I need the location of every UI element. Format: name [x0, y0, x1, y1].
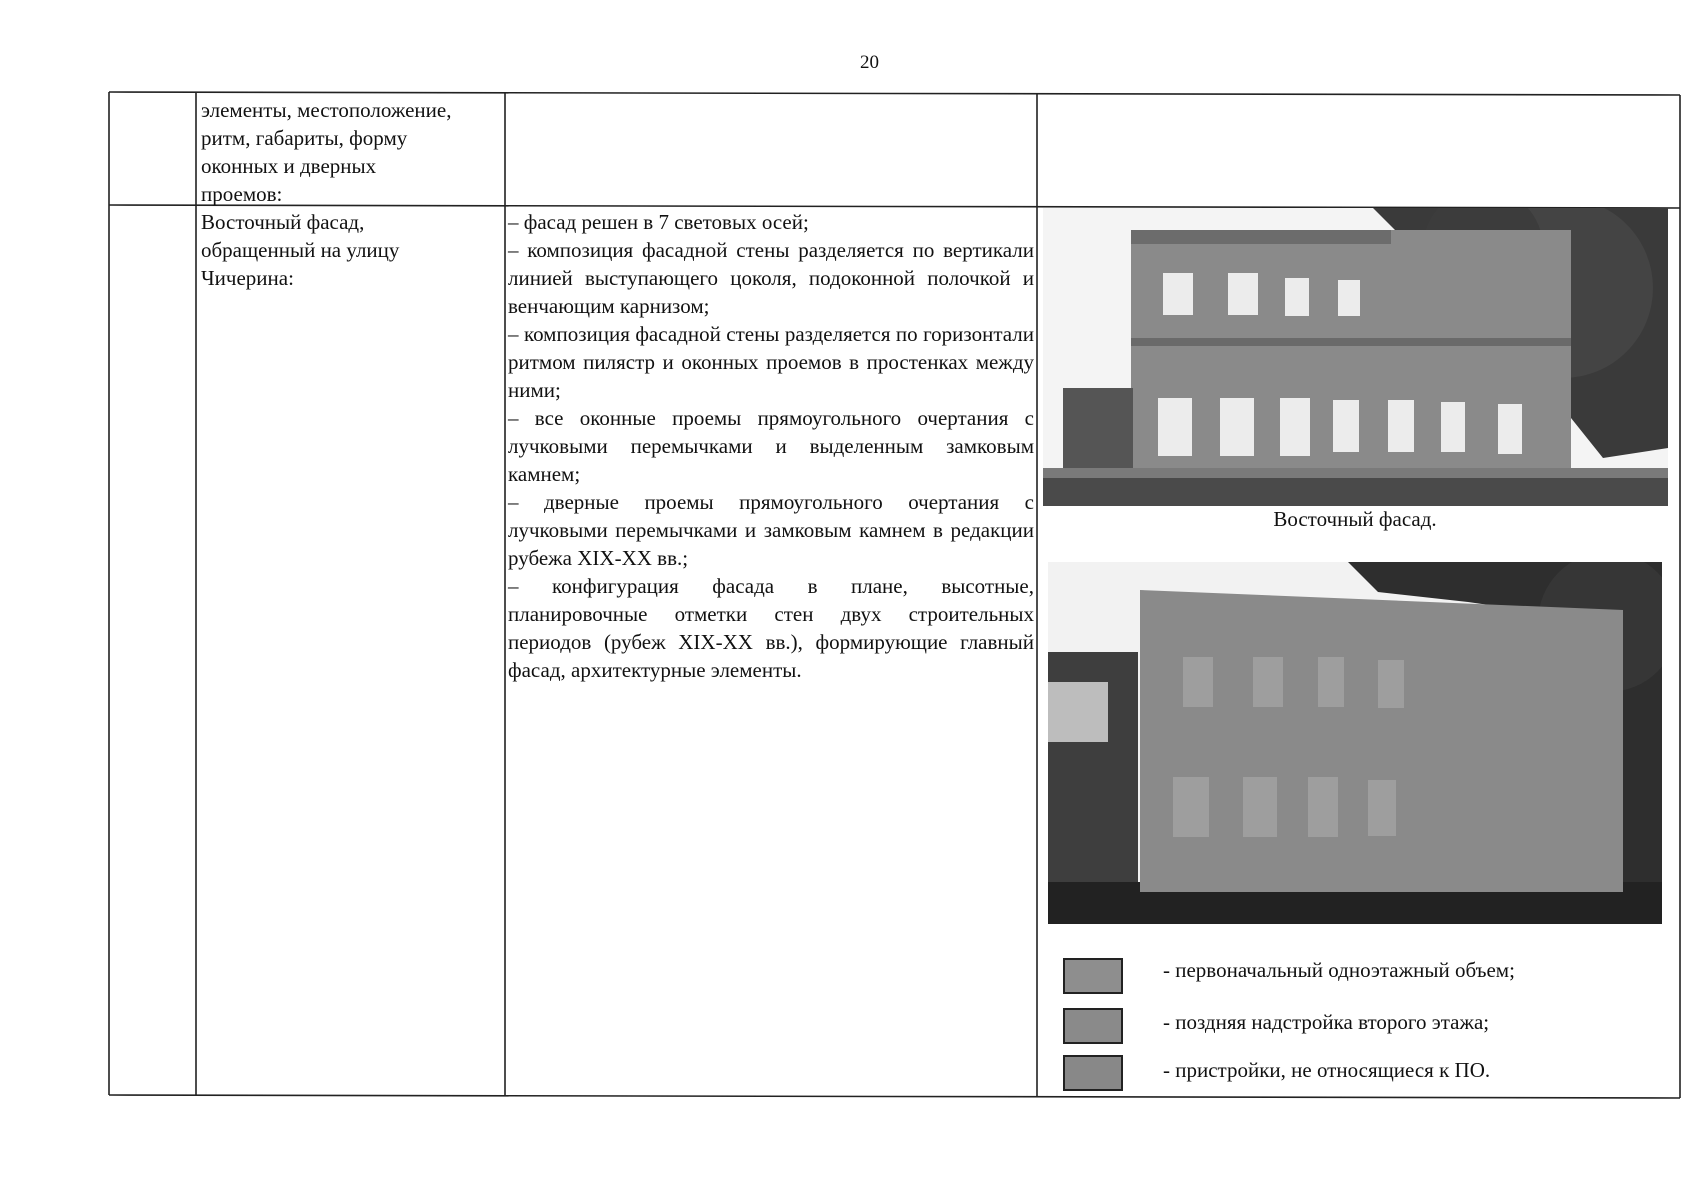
description-item: – композиция фасадной стены разделяется по вертикали линией выступающего цоколя, подоконной полочкой и венчающим карнизом;: [508, 238, 1034, 318]
description-item: – фасад решен в 7 световых осей;: [508, 210, 809, 234]
row2-col2-text: [201, 208, 501, 292]
legend-label: - первоначальный одноэтажный объем;: [1163, 958, 1515, 982]
row1-line: проемов:: [201, 182, 283, 206]
description-item: – все оконные проемы прямоугольного очертания с лучковыми перемычками и выделенным замковым камнем;: [508, 406, 1034, 486]
legend-label: - поздняя надстройка второго этажа;: [1163, 1010, 1490, 1034]
row1-line: элементы, местоположение,: [201, 98, 452, 122]
east-facade-caption: Восточный фасад.: [1273, 507, 1437, 531]
row2-line: Чичерина:: [201, 266, 294, 290]
row1-line: ритм, габариты, форму: [201, 126, 408, 150]
legend-swatch-original-volume: [1063, 958, 1123, 994]
row2-line: Восточный фасад,: [201, 210, 365, 234]
legend-swatch-second-floor: [1063, 1008, 1123, 1044]
description-item: – композиция фасадной стены разделяется по горизонтали ритмом пилястр и оконных проемов в простенках между ними;: [508, 322, 1034, 402]
annotated-facade-photo: [1048, 562, 1662, 924]
row2-line: обращенный на улицу: [201, 238, 400, 262]
description-item: – конфигурация фасада в плане, высотные, планировочные отметки стен двух строительных периодов (рубеж XIX-XX вв.), формирующие главный фасад, архитектурные элементы.: [508, 574, 1034, 682]
legend-swatch-annexes: [1063, 1055, 1123, 1091]
row1-line: оконных и дверных: [201, 154, 377, 178]
row2-description: [508, 208, 1034, 684]
description-item: – дверные проемы прямоугольного очертания с лучковыми перемычками и замковым камнем в редакции рубежа XIX-XX вв.;: [508, 490, 1034, 570]
east-facade-photo: [1043, 208, 1668, 506]
row1-col2-text: [201, 96, 501, 208]
legend-label: - пристройки, не относящиеся к ПО.: [1163, 1058, 1491, 1082]
page-number: 20: [860, 52, 879, 73]
